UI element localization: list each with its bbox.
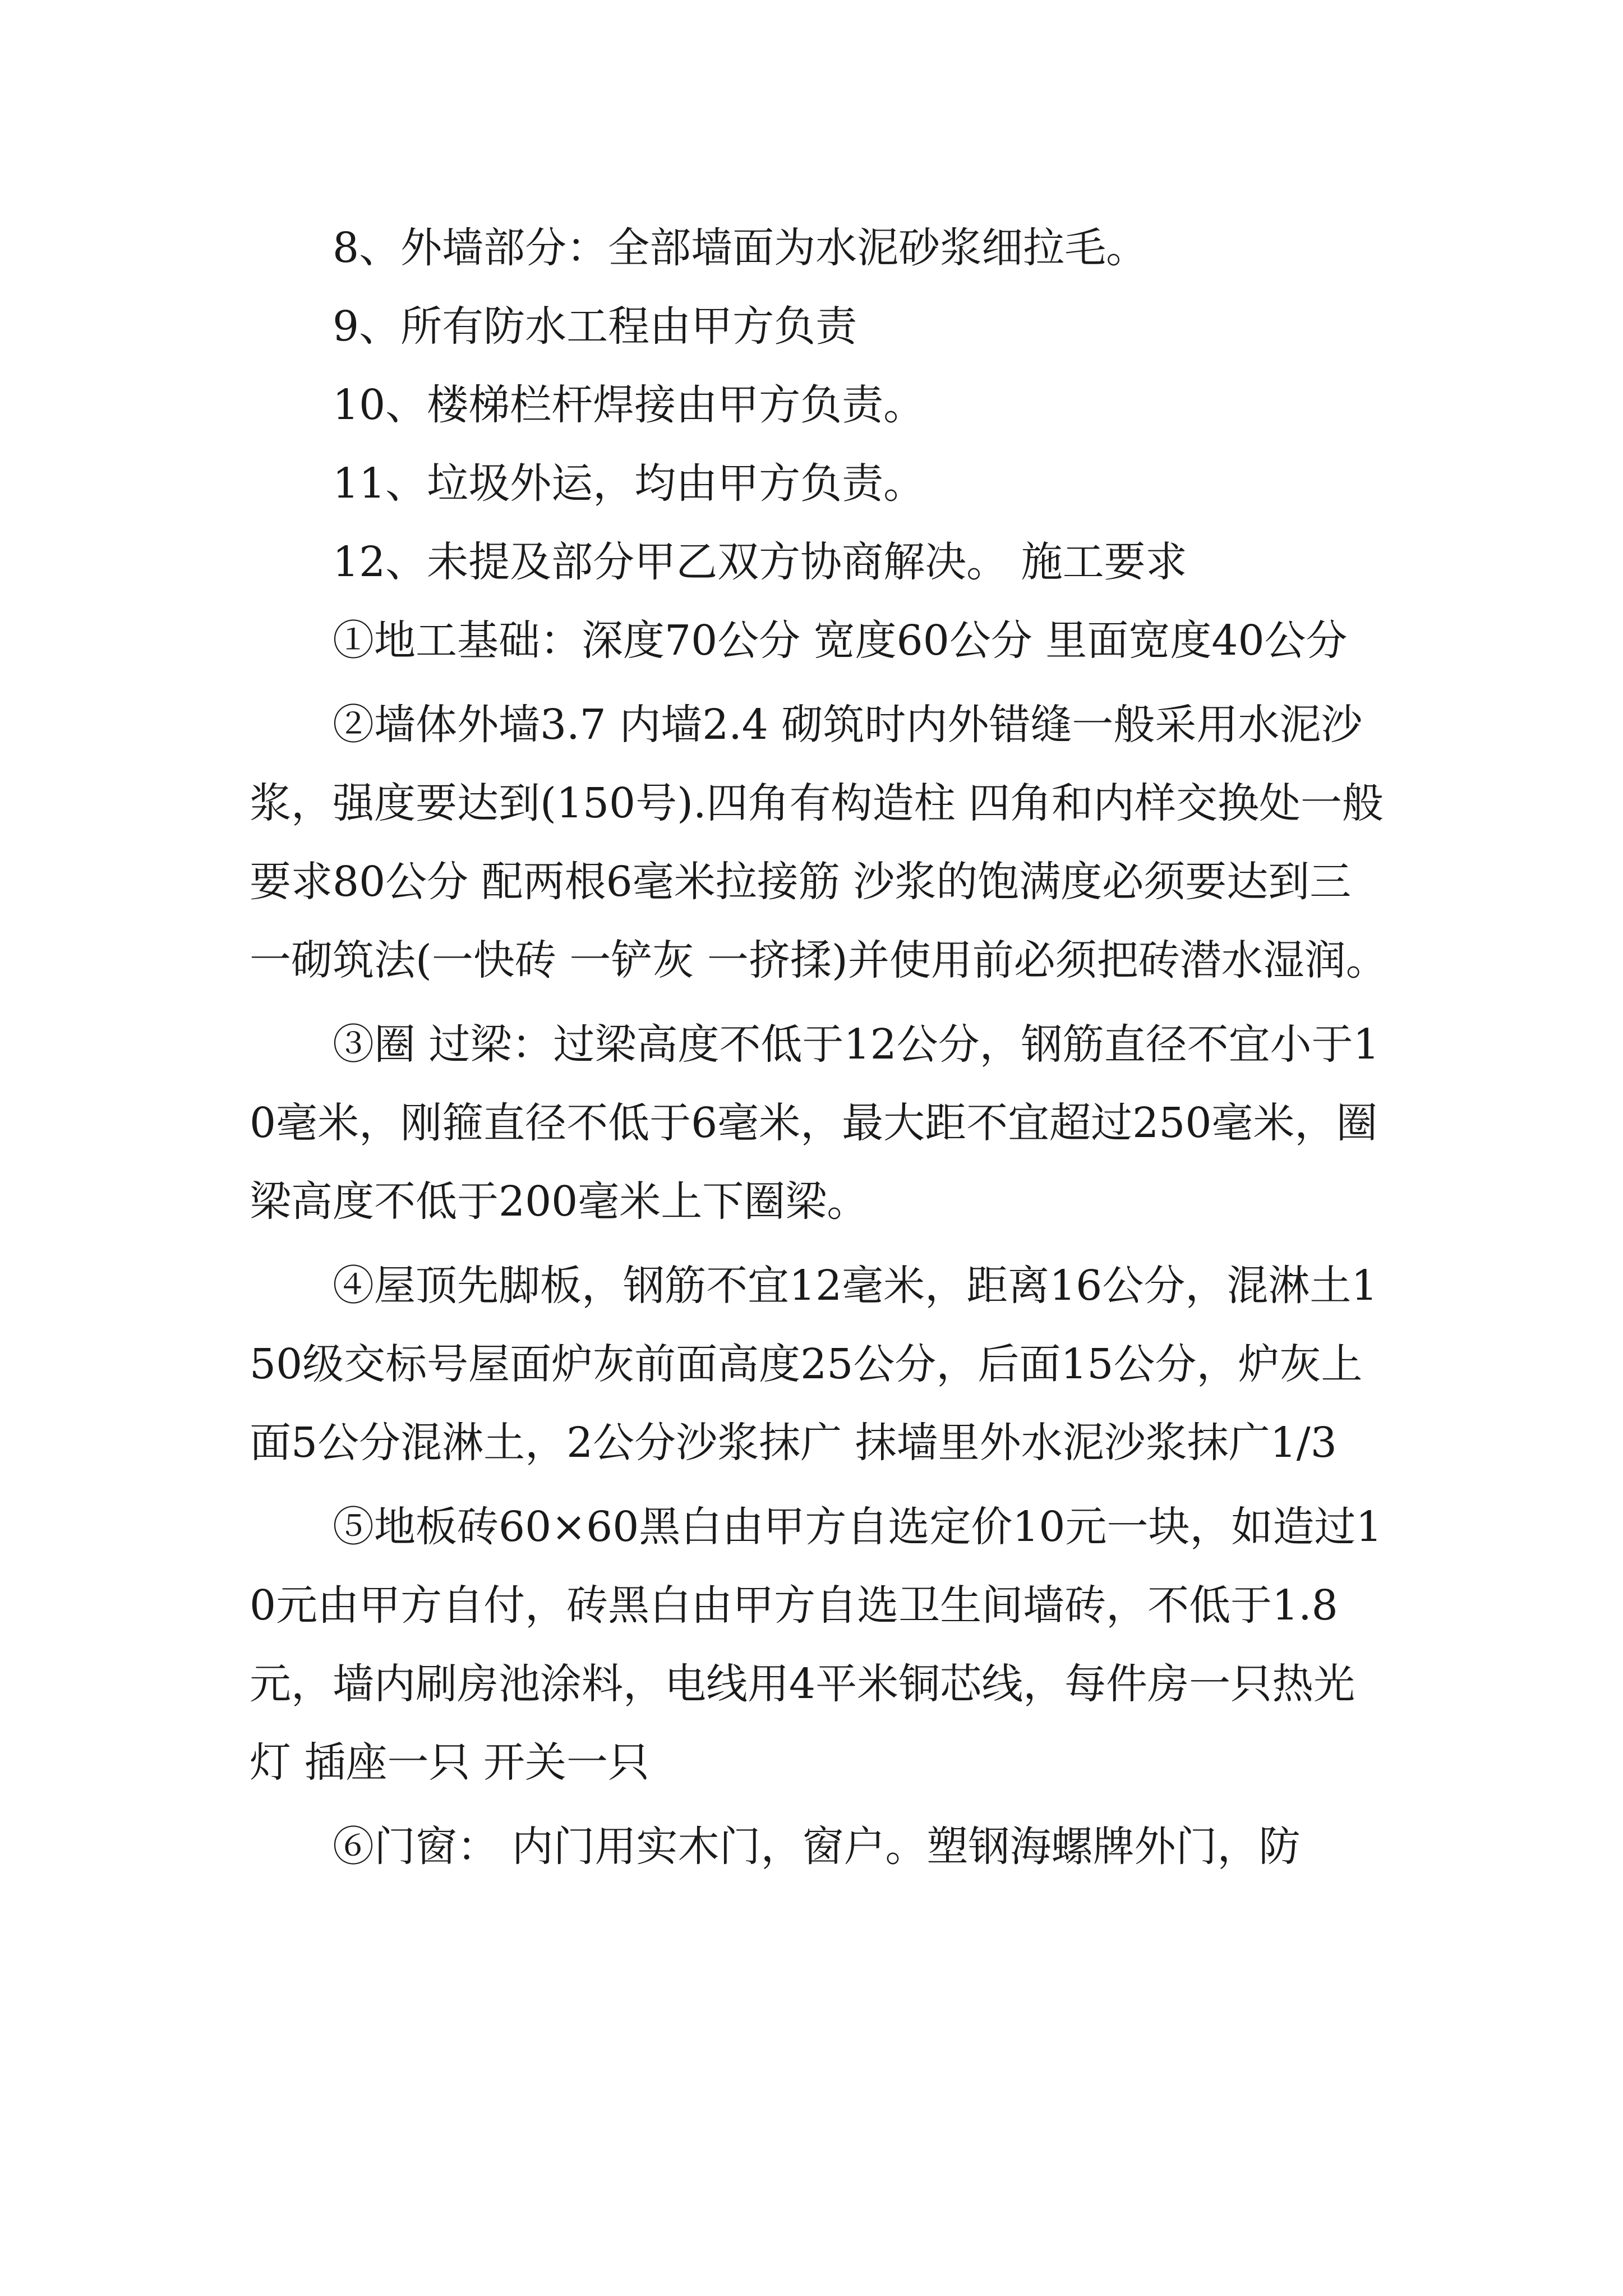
paragraph-9-waterproofing: 9、所有防水工程由甲方负责 xyxy=(333,302,857,351)
paragraph-wall: ②墙体外墙3.7 内墙2.4 砌筑时内外错缝一般采用水泥沙浆，强度要达到(150号).四角有构造柱 四角和内样交换处一般要求80公分 配两根6毫米拉接筋 沙浆的饱满度必须要达到三一砌筑法(一快砖 一铲灰 一挤揉)并使用前必须把砖潜水湿润。 xyxy=(250,701,1387,984)
paragraph-8-exterior-wall: 8、外墙部分：全部墙面为水泥砂浆细拉毛。 xyxy=(333,224,1148,272)
paragraph-floor-tile: ⑤地板砖60×60黑白由甲方自选定价10元一块，如造过10元由甲方自付，砖黑白由甲方自选卫生间墙砖，不低于1.8元，墙内刷房池涂料，电线用4平米铜芯线，每件房一只热光灯 插座一只 开关一只 xyxy=(250,1503,1382,1787)
paragraph-12-negotiation: 12、未提及部分甲乙双方协商解决。 施工要求 xyxy=(333,538,1187,586)
paragraph-doors-windows: ⑥门窗： 内门用实木门，窗户。塑钢海螺牌外门，防 xyxy=(333,1823,1301,1871)
paragraph-roof: ④屋顶先脚板，钢筋不宜12毫米，距离16公分，混淋土150级交标号屋面炉灰前面高度25公分，后面15公分，炉灰上面5公分混淋土，2公分沙浆抹广 抹墙里外水泥沙浆抹广1/3 xyxy=(250,1262,1378,1467)
paragraph-foundation: ①地工基础：深度70公分 宽度60公分 里面宽度40公分 xyxy=(333,616,1348,665)
paragraph-10-stair-railing: 10、楼梯栏杆焊接由甲方负责。 xyxy=(333,381,925,429)
document-body xyxy=(250,209,1388,1886)
paragraph-11-waste-removal: 11、垃圾外运，均由甲方负责。 xyxy=(333,459,925,508)
paragraph-beam: ③圈 过梁：过梁高度不低于12公分，钢筋直径不宜小于10毫米，刚箍直径不低于6毫米，最大距不宜超过250毫米，圈梁高度不低于200毫米上下圈梁。 xyxy=(250,1020,1380,1226)
